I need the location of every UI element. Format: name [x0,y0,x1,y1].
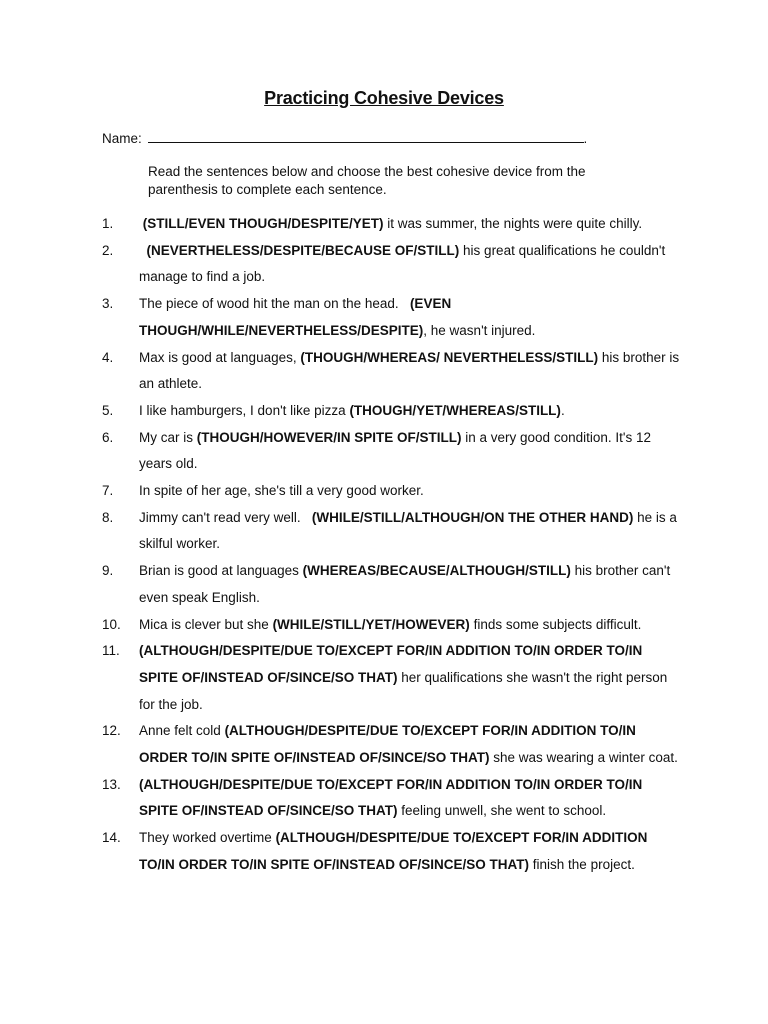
question-number: 7. [102,483,114,499]
page-title: Practicing Cohesive Devices [264,88,504,108]
question-item [102,638,682,718]
question-number: 9. [102,563,114,579]
question-item [102,612,682,639]
question-item [102,558,682,611]
name-line-end: . [583,131,588,146]
question-text-after: his brother can't even speak English. [139,563,671,605]
question-number: 10. [102,616,121,632]
question-number: 5. [102,402,114,418]
question-item [102,425,682,478]
question-text-after: it was summer, the nights were quite chilly. [383,216,643,231]
question-options: (NEVERTHELESS/DESPITE/BECAUSE OF/STILL) [146,242,460,258]
question-text-before: I like hamburgers, I don't like pizza [139,402,350,418]
question-number: 6. [102,429,114,445]
question-number: 3. [102,296,114,312]
question-options: (THOUGH/YET/WHEREAS/STILL) [349,402,561,418]
question-number: 12. [102,723,121,739]
question-number: 2. [102,242,114,258]
question-item [102,238,682,291]
name-label: Name: [102,131,142,146]
question-item [102,825,682,878]
question-number: 14. [102,830,121,846]
question-text-before: Jimmy can't read very well. [139,509,312,525]
question-number: 8. [102,509,114,525]
question-options: (THOUGH/HOWEVER/IN SPITE OF/STILL) [196,429,462,445]
question-options: (EVEN THOUGH/WHILE/NEVERTHELESS/DESPITE) [139,296,452,338]
question-text-before: My car is [139,429,197,445]
question-text-after: . [560,402,565,418]
name-blank-line [148,130,584,143]
question-number: 4. [102,349,114,365]
question-item [102,211,682,238]
question-text-before: Anne felt cold [139,723,225,739]
question-options: (ALTHOUGH/DESPITE/DUE TO/EXCEPT FOR/IN ADDITION TO/IN ORDER TO/IN SPITE OF/INSTEAD OF/SINCE/SO THAT) [139,723,636,766]
question-item [102,718,682,771]
question-text-after: his great qualifications he couldn't manage to find a job. [139,242,666,285]
question-number: 13. [102,776,121,792]
question-text-after: she was wearing a winter coat. [489,750,678,766]
question-options: (THOUGH/WHEREAS/ NEVERTHELESS/STILL) [300,349,599,365]
question-text-after: he is a skilful worker. [139,509,677,552]
question-options: (ALTHOUGH/DESPITE/DUE TO/EXCEPT FOR/IN ADDITION TO/IN ORDER TO/IN SPITE OF/INSTEAD OF/SINCE/SO THAT) [139,643,643,685]
question-options: (ALTHOUGH/DESPITE/DUE TO/EXCEPT FOR/IN ADDITION TO/IN ORDER TO/IN SPITE OF/INSTEAD OF/SINCE/SO THAT) [139,830,648,872]
question-text-after: his brother is an athlete. [139,349,680,392]
question-text-after: , he wasn't injured. [423,322,536,338]
question-text-before: In spite of her age, she's till a very good worker. [139,483,424,499]
question-options: (WHILE/STILL/ALTHOUGH/ON THE OTHER HAND) [311,509,634,525]
question-text-before [139,243,147,258]
question-list [102,211,682,879]
question-item [102,772,682,825]
instructions: Read the sentences below and choose the best cohesive device from the parenthesis to complete each sentence. [148,164,586,197]
question-text-before: Max is good at languages, [139,349,301,365]
question-number: 1. [102,216,114,231]
question-text-before: Brian is good at languages [139,563,303,579]
question-number: 11. [102,643,120,659]
question-item [102,398,682,425]
question-text-after: in a very good condition. It's 12 years old. [139,429,651,472]
question-item [102,478,682,505]
question-text-before: They worked overtime [139,830,276,846]
question-text-after: finish the project. [529,856,635,872]
question-text-after: feeling unwell, she went to school. [397,803,607,819]
question-text-before: The piece of wood hit the man on the head. [139,296,410,312]
question-text-after: her qualifications she wasn't the right person for the job. [139,669,668,712]
name-field-row [102,130,587,146]
question-text-after: finds some subjects difficult. [469,616,642,632]
question-options: (STILL/EVEN THOUGH/DESPITE/YET) [142,216,384,231]
question-options: (WHEREAS/BECAUSE/ALTHOUGH/STILL) [302,563,571,579]
question-options: (ALTHOUGH/DESPITE/DUE TO/EXCEPT FOR/IN ADDITION TO/IN ORDER TO/IN SPITE OF/INSTEAD OF/SINCE/SO THAT) [139,776,643,819]
question-item [102,345,682,398]
question-text-before: Mica is clever but she [139,616,273,632]
question-item [102,505,682,558]
question-options: (WHILE/STILL/YET/HOWEVER) [272,616,470,632]
question-item [102,291,682,344]
